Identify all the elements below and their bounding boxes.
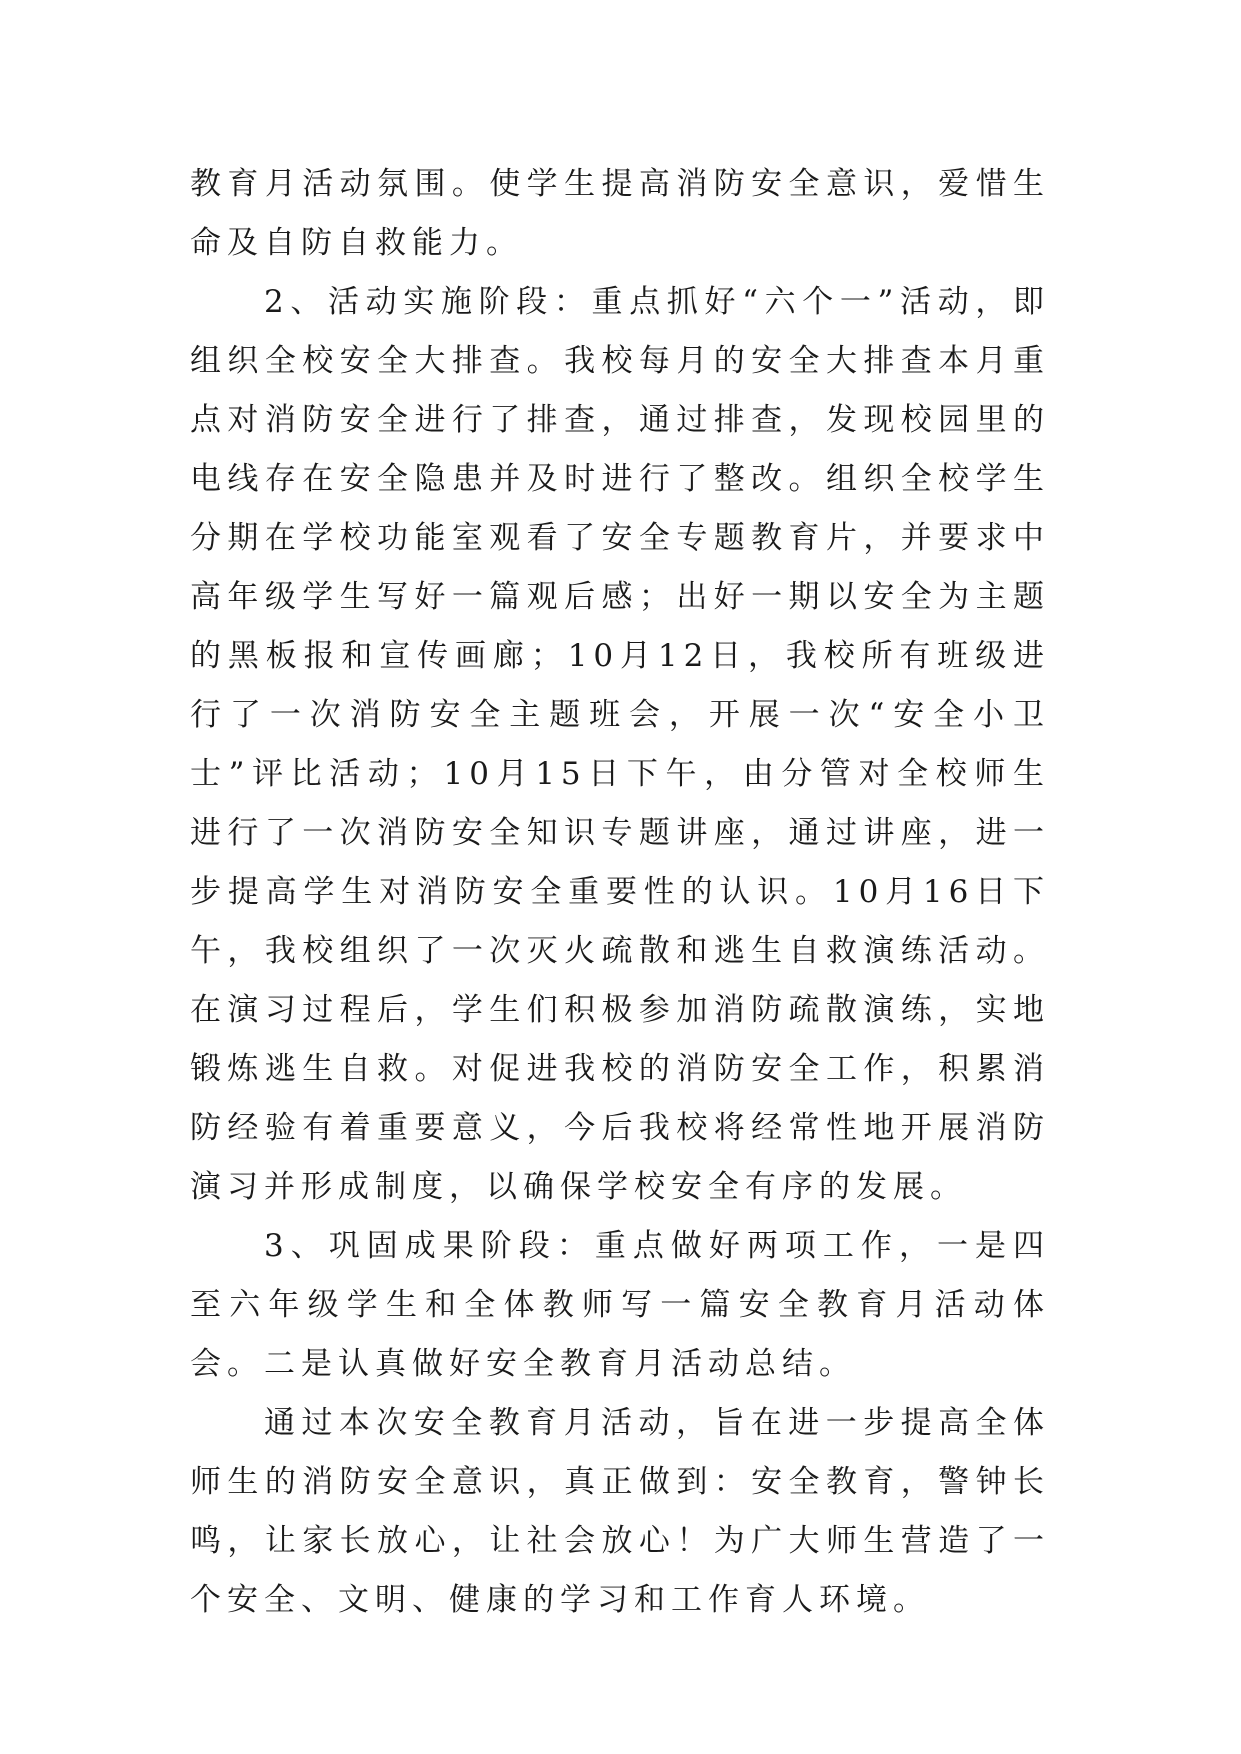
document-body <box>190 155 1050 1630</box>
paragraph-implementation-stage: 2、活动实施阶段：重点抓好“六个一”活动，即组织全校安全大排查。我校每月的安全大排查本月重点对消防安全进行了排查，通过排查，发现校园里的电线存在安全隐患并及时进行了整改。组织全校学生分期在学校功能室观看了安全专题教育片，并要求中高年级学生写好一篇观后感；出好一期以安全为主题的黑板报和宣传画廊；10月12日，我校所有班级进行了一次消防安全主题班会，开展一次“安全小卫士”评比活动；10月15日下午，由分管对全校师生进行了一次消防安全知识专题讲座，通过讲座，进一步提高学生对消防安全重要性的认识。10月16日下午，我校组织了一次灭火疏散和逃生自救演练活动。在演习过程后，学生们积极参加消防疏散演练，实地锻炼逃生自救。对促进我校的消防安全工作，积累消防经验有着重要意义，今后我校将经常性地开展消防演习并形成制度，以确保学校安全有序的发展。 <box>190 284 1050 1205</box>
paragraph-continuation: 教育月活动氛围。使学生提高消防安全意识，爱惜生命及自防自救能力。 <box>190 166 1050 261</box>
paragraph-consolidation-stage: 3、巩固成果阶段：重点做好两项工作，一是四至六年级学生和全体教师写一篇安全教育月活动体会。二是认真做好安全教育月活动总结。 <box>190 1228 1050 1382</box>
paragraph-conclusion: 通过本次安全教育月活动，旨在进一步提高全体师生的消防安全意识，真正做到：安全教育，警钟长鸣，让家长放心，让社会放心！为广大师生营造了一个安全、文明、健康的学习和工作育人环境。 <box>190 1405 1050 1618</box>
